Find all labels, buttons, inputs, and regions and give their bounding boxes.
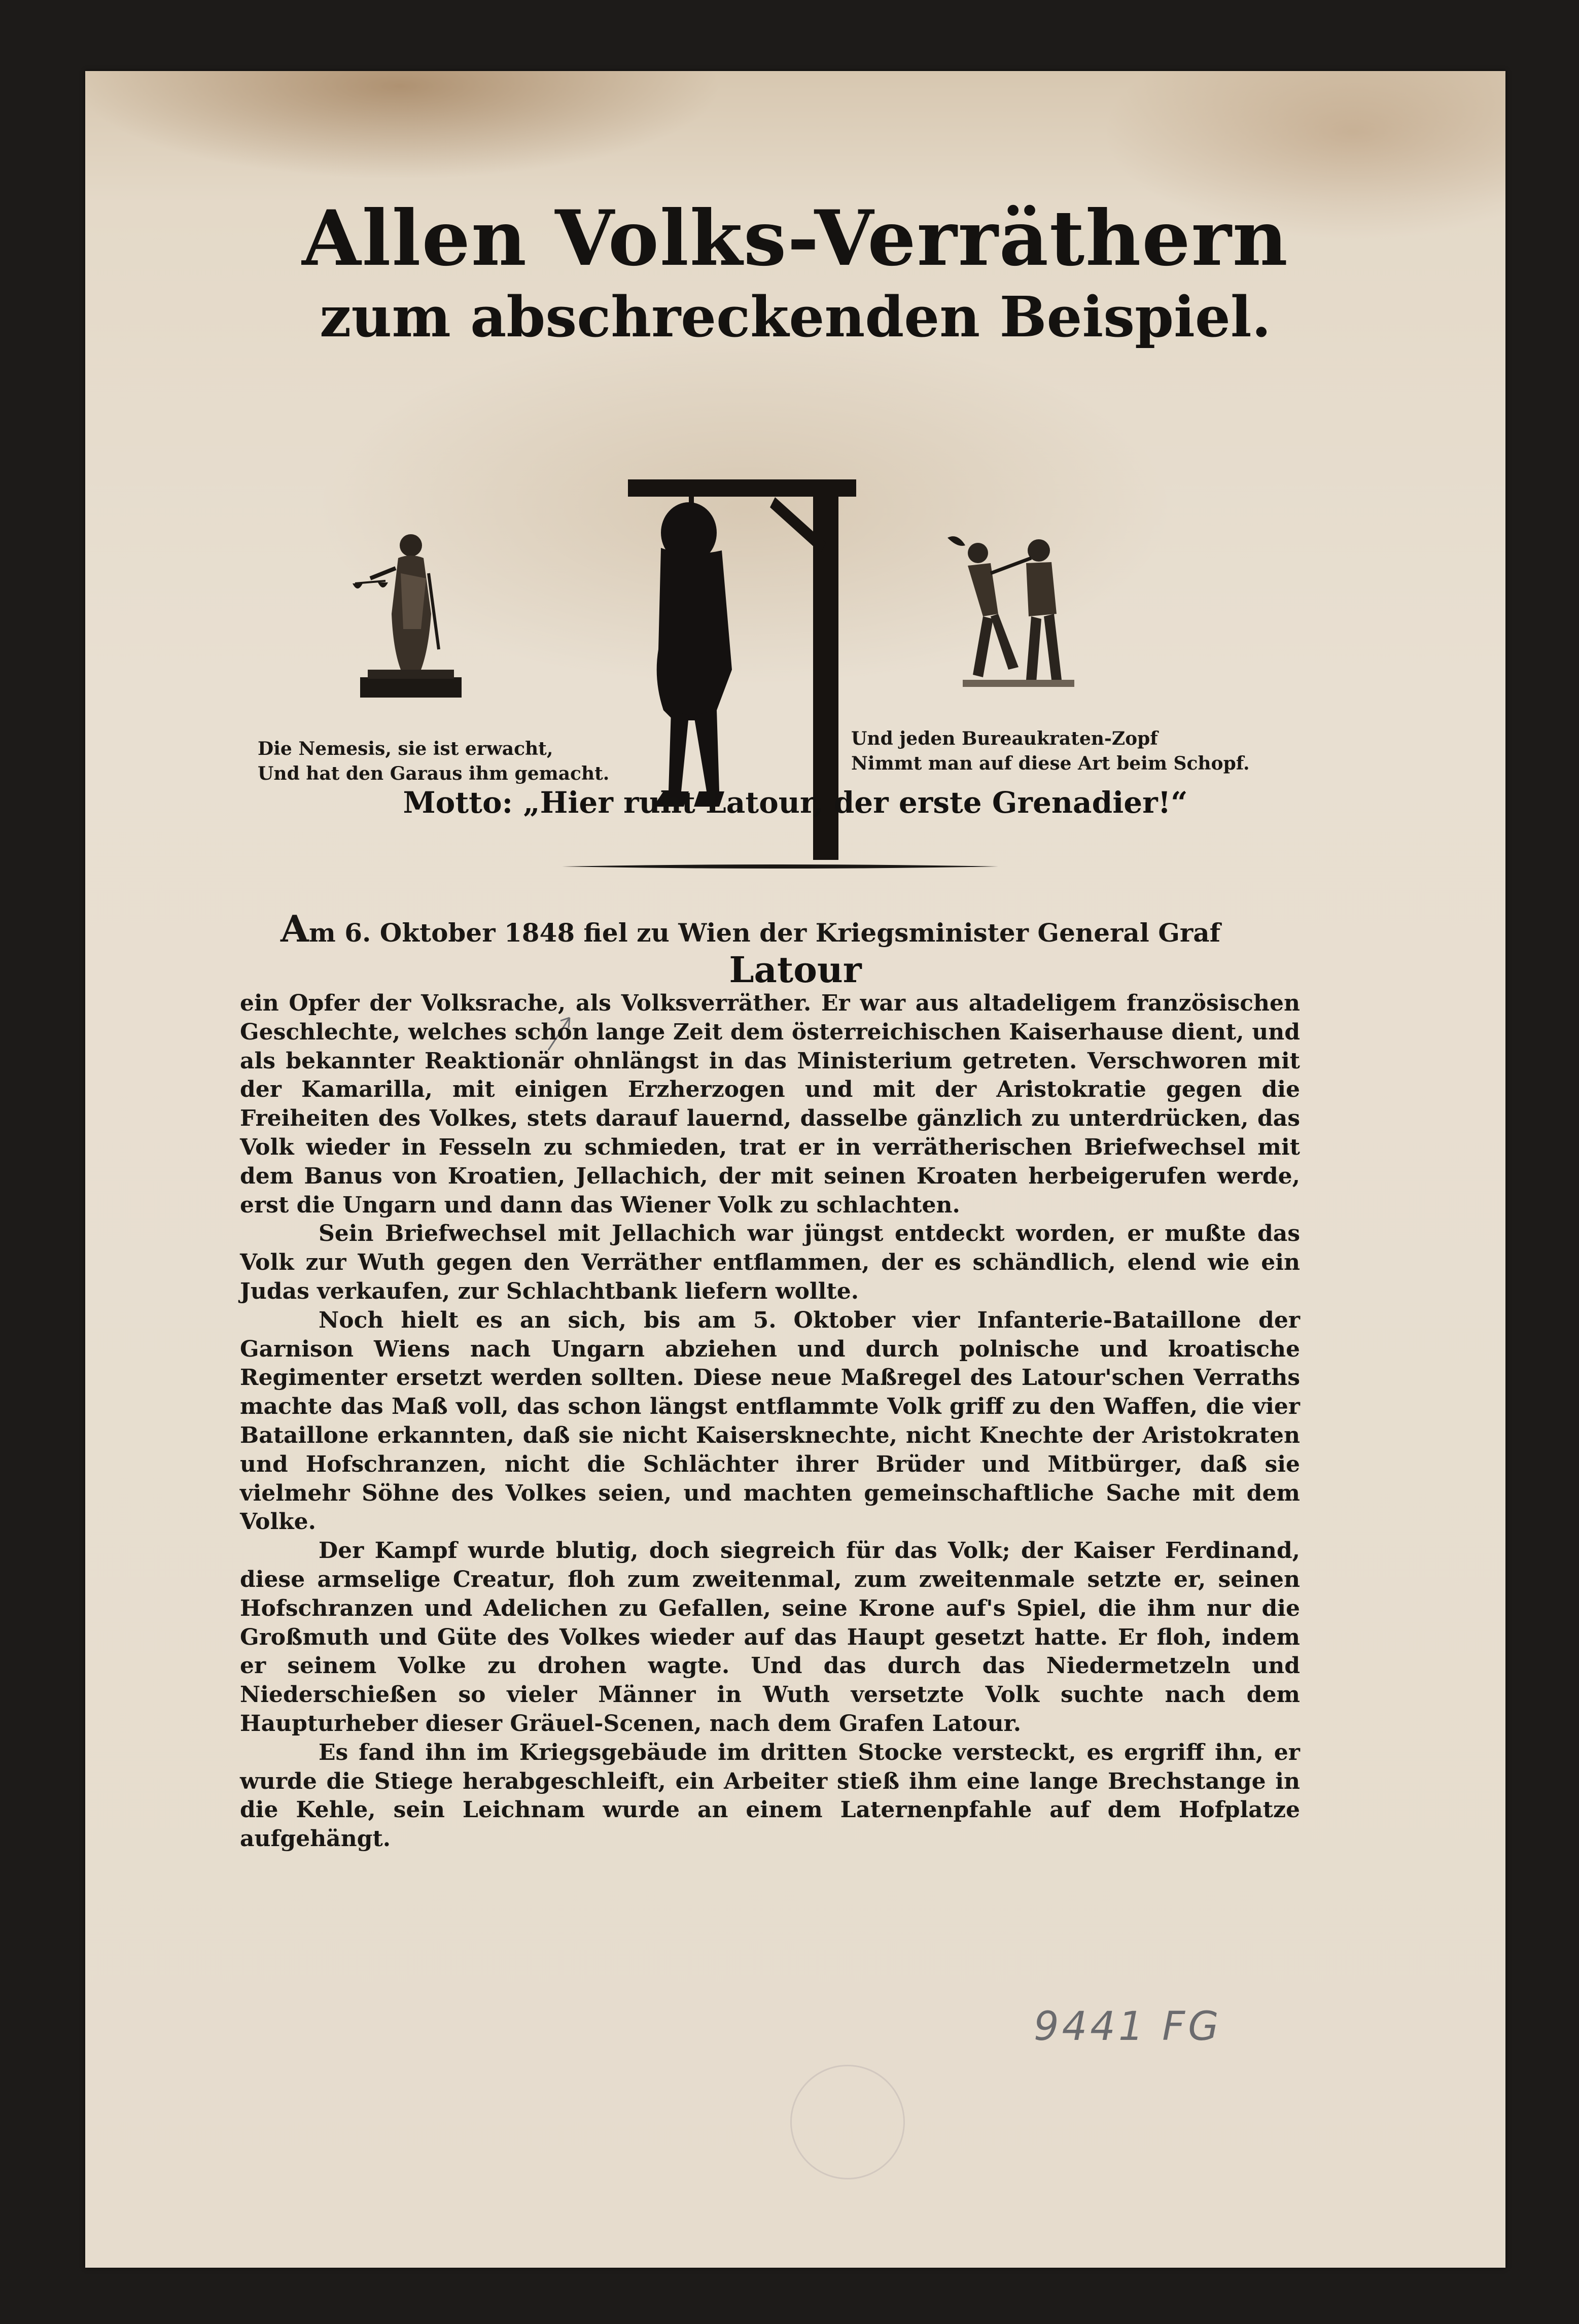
poster-sheet xyxy=(85,71,1505,2268)
paragraph: ein Opfer der Volksrache, als Volksverräther. Er war aus altadeligem französischen Geschlechte, welches schon lange Zeit dem österreichischen Kaiserhause dient, und als bekannter Reaktionär ohnlängst in das Ministerium getreten. Verschworen mit der Kamarilla, mit einigen Erzherzogen und mit der Aristokratie gegen die Freiheiten des Volkes, stets darauf lauernd, dasselbe gänzlich zu unterdrücken, das Volk wieder in Fesseln zu schmieden, trat er in verrätherischen Briefwechsel mit dem Banus von Kroatien, Jellachich, der mit seinen Kroaten herbeigerufen werde, erst die Ungarn und dann das Wiener Volk zu schlachten. xyxy=(240,990,1300,1218)
article-name: Latour xyxy=(729,949,862,991)
poster-title: Allen Volks-Verräthern xyxy=(302,194,1289,283)
motto: Motto: „Hier ruht Latour, der erste Grenadier!“ xyxy=(403,785,1188,820)
poster-subtitle: zum abschreckenden Beispiel. xyxy=(320,284,1271,350)
pencil-inventory-note: 9441 FG xyxy=(1034,2004,1222,2050)
ornamental-rule xyxy=(562,863,998,870)
paragraph: Es fand ihn im Kriegsgebäude im dritten Stocke versteckt, es ergriff ihn, er wurde die Stiege herabgeschleift, ein Arbeiter stieß ihm eine lange Brechstange in die Kehle, sein Leichnam wurde an einem Laternenpfahle auf dem Hofplatze aufgehängt. xyxy=(240,1739,1300,1852)
article-opening-line xyxy=(280,907,1315,950)
two-men-brawl-icon xyxy=(942,528,1084,695)
article-body xyxy=(240,989,1300,1854)
paragraph: Noch hielt es an sich, bis am 5. Oktober vier Infanterie-Bataillone der Garnison Wiens nach Ungarn abziehen und durch polnische und kroatische Regimenter ersetzt werden sollten. Diese neue Maßregel des Latour'schen Verraths machte das Maß voll, das schon längst entflammte Volk griff zu den Waffen, die vier Bataillone erkannten, daß sie nicht Kaisersknechte, nicht Knechte der Aristokraten und Hofschranzen, nicht die Schlächter ihrer Brüder und Mitbürger, daß sie vielmehr Söhne des Volkes seien, und machten gemeinschaftliche Sache mit dem Volke. xyxy=(240,1307,1300,1535)
paragraph: Der Kampf wurde blutig, doch siegreich für das Volk; der Kaiser Ferdinand, diese armselige Creatur, floh zum zweitenmal, zum zweitenmale setzte er, seinen Hofschranzen und Adelichen zu Gefallen, seine Krone auf's Spiel, die ihm nur die Großmuth und Güte des Volkes wieder auf das Haupt gesetzt hatte. Er floh, indem er seinem Volke zu drohen wagte. Und das durch das Niedermetzeln und Niederschießen so vieler Männer in Wuth versetzte Volk suchte nach dem Haupturheber dieser Gräuel-Scenen, nach dem Grafen Latour. xyxy=(240,1538,1300,1737)
drop-cap: A xyxy=(280,907,309,950)
paragraph: Sein Briefwechsel mit Jellachich war jüngst entdeckt worden, er mußte das Volk zur Wuth gegen den Verräther entflammen, der es schändlich, elend wie ein Judas verkaufen, zur Schlachtbank liefern wollte. xyxy=(240,1221,1300,1304)
caption-left: Die Nemesis, sie ist erwacht, Und hat den Garaus ihm gemacht. xyxy=(258,738,610,784)
caption-right: Und jeden Bureaukraten-Zopf Nimmt man auf diese Art beim Schopf. xyxy=(851,728,1250,774)
opening-text: m 6. Oktober 1848 fiel zu Wien der Kriegsminister General Graf xyxy=(308,918,1221,948)
faint-stamp xyxy=(790,2065,905,2179)
justitia-figure-icon xyxy=(345,517,477,700)
